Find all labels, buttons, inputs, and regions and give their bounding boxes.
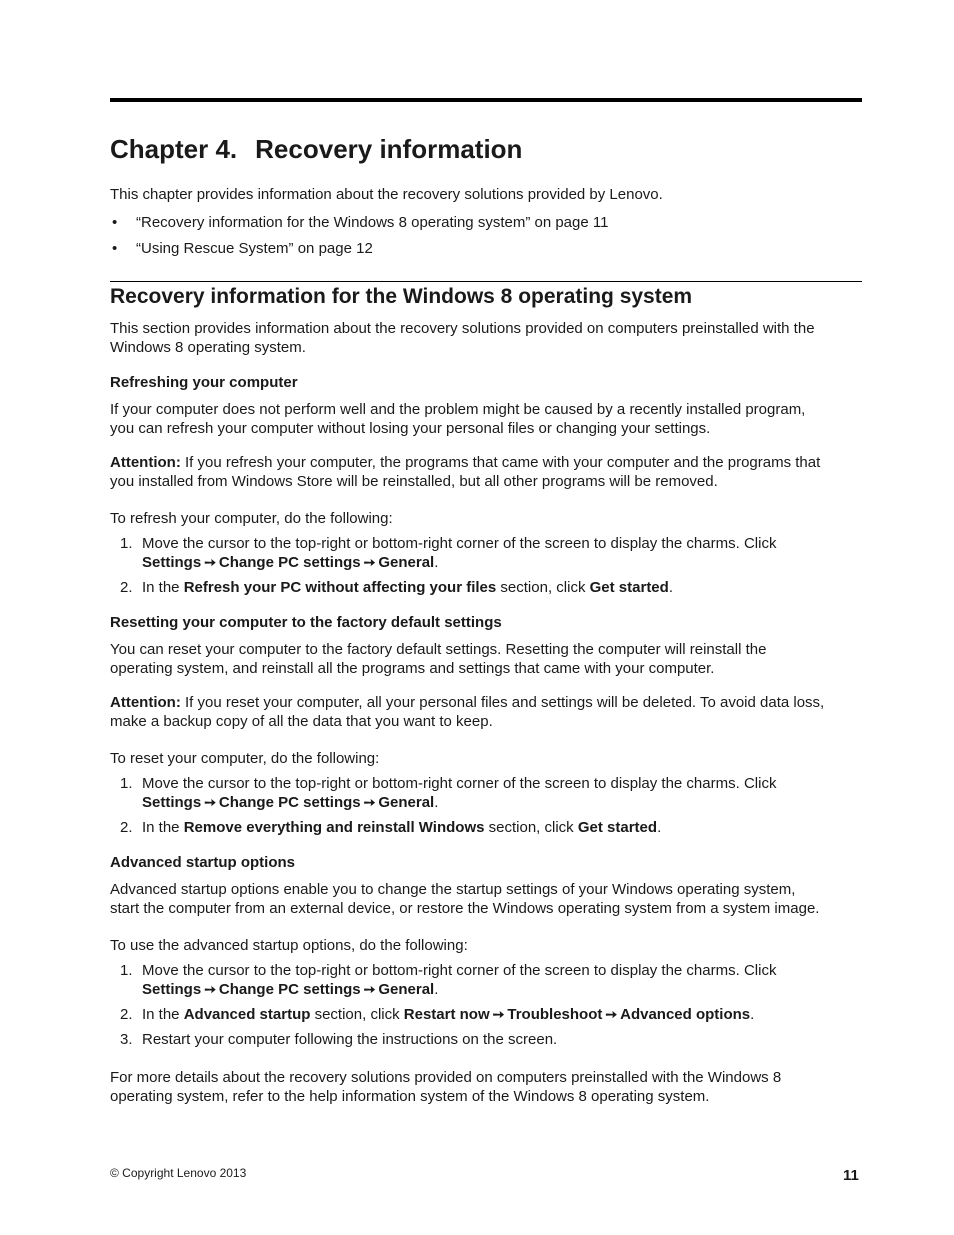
footer-copyright: © Copyright Lenovo 2013 — [110, 1166, 247, 1180]
bullet-icon: • — [112, 240, 118, 257]
toc-link[interactable]: “Using Rescue System” on page 12 — [136, 240, 373, 257]
arrow-right-icon: ➙ — [204, 794, 216, 810]
section-intro-line: This section provides information about the recovery solutions provided on computers preinstalled with the — [110, 320, 815, 337]
refresh-body-line: If your computer does not perform well and the problem might be caused by a recently installed program, — [110, 401, 806, 418]
step-item — [110, 1030, 864, 1049]
get-started-button[interactable]: Get started — [589, 579, 669, 596]
reset-attention — [110, 693, 862, 731]
advanced-options-option[interactable]: Advanced options — [620, 1006, 751, 1023]
arrow-right-icon: ➙ — [363, 554, 376, 570]
arrow-right-icon: ➙ — [492, 1006, 505, 1022]
section-intro-line: Windows 8 operating system. — [110, 339, 306, 356]
step-item: 2. In the Advanced startup section, click Restart now ➙ Troubleshoot ➙ Advanced options. — [120, 1006, 755, 1023]
closing-line: For more details about the recovery solutions provided on computers preinstalled with the Windows 8 — [110, 1069, 782, 1086]
arrow-right-icon: ➙ — [204, 554, 216, 570]
step-text: In the — [142, 819, 180, 836]
general-link[interactable]: General — [378, 794, 435, 811]
advanced-startup-option[interactable]: Advanced startup — [183, 1006, 311, 1023]
refresh-lead: To refresh your computer, do the following: — [110, 510, 393, 527]
step-number: 1. — [120, 775, 133, 792]
bullet-icon: • — [112, 214, 118, 231]
attention-text: If you reset your computer, all your personal files and settings will be deleted. To avoid data loss, — [184, 694, 825, 711]
step-text: section, click — [500, 579, 586, 596]
attention-text: you installed from Windows Store will be reinstalled, but all other programs will be removed. — [110, 473, 718, 490]
advanced-body-line: Advanced startup options enable you to change the startup settings of your Windows operating system, — [110, 881, 796, 898]
refresh-attention — [110, 453, 862, 491]
remove-everything-option[interactable]: Remove everything and reinstall Windows — [183, 819, 485, 836]
change-pc-settings-link[interactable]: Change PC settings — [218, 981, 361, 998]
change-pc-settings-link[interactable]: Change PC settings — [218, 554, 361, 571]
refresh-body-line: you can refresh your computer without losing your personal files or changing your settings. — [110, 420, 711, 437]
advanced-lead: To use the advanced startup options, do the following: — [110, 937, 468, 954]
advanced-body — [110, 880, 862, 918]
step-number: 2. — [120, 1006, 133, 1023]
attention-text: make a backup copy of all the data that you want to keep. — [110, 713, 493, 730]
change-pc-settings-link[interactable]: Change PC settings — [218, 794, 361, 811]
restart-now-button[interactable]: Restart now — [403, 1006, 490, 1023]
section-title: Recovery information for the Windows 8 operating system — [110, 285, 693, 308]
step-text: In the — [142, 1006, 180, 1023]
troubleshoot-option[interactable]: Troubleshoot — [507, 1006, 603, 1023]
page-number: 11 — [843, 1167, 859, 1184]
toc-link[interactable]: “Recovery information for the Windows 8 operating system” on page 11 — [136, 214, 609, 231]
closing-line: operating system, refer to the help information system of the Windows 8 operating system. — [110, 1088, 710, 1105]
step-number: 3. — [120, 1031, 133, 1048]
refresh-body — [110, 400, 862, 438]
settings-link[interactable]: Settings — [142, 981, 202, 998]
step-text: Restart your computer following the instructions on the screen. — [142, 1031, 558, 1048]
reset-body-line: You can reset your computer to the factory default settings. Resetting the computer will reinstall the — [110, 641, 767, 658]
step-number: 2. — [120, 579, 133, 596]
toc-item[interactable] — [110, 239, 373, 258]
toc-item[interactable] — [110, 213, 608, 232]
attention-label: Attention: — [110, 454, 181, 471]
step-item: 2. In the Remove everything and reinstall Windows section, click Get started. — [120, 819, 662, 836]
step-item: 2. In the Refresh your PC without affecting your files section, click Get started. — [120, 579, 673, 596]
reset-body-line: operating system, and reinstall all the programs and settings that came with your computer. — [110, 660, 715, 677]
step-item: 1. Move the cursor to the top-right or bottom-right corner of the screen to display the charms. Click Settings ➙ Change PC settings ➙ General. — [120, 962, 777, 998]
refresh-heading: Refreshing your computer — [110, 374, 298, 391]
step-number: 1. — [120, 962, 133, 979]
step-text: In the — [142, 579, 180, 596]
reset-lead: To reset your computer, do the following: — [110, 750, 380, 767]
reset-body — [110, 640, 862, 678]
step-number: 2. — [120, 819, 133, 836]
advanced-body-line: start the computer from an external device, or restore the Windows operating system from a system image. — [110, 900, 820, 917]
step-text: Move the cursor to the top-right or bottom-right corner of the screen to display the charms. Click — [142, 535, 777, 552]
step-text: section, click — [488, 819, 574, 836]
general-link[interactable]: General — [378, 554, 435, 571]
refresh-pc-option[interactable]: Refresh your PC without affecting your files — [183, 579, 497, 596]
step-number: 1. — [120, 535, 133, 552]
section-rule — [110, 281, 862, 282]
general-link[interactable]: General — [378, 981, 435, 998]
chapter-top-rule — [110, 98, 862, 102]
step-item: 1. Move the cursor to the top-right or bottom-right corner of the screen to display the charms. Click Settings ➙ Change PC settings ➙ General. — [120, 775, 777, 811]
chapter-title — [110, 134, 522, 165]
section-intro — [110, 319, 862, 357]
chapter-intro: This chapter provides information about the recovery solutions provided by Lenovo. — [110, 186, 663, 203]
step-text: Move the cursor to the top-right or bottom-right corner of the screen to display the charms. Click — [142, 775, 777, 792]
closing-paragraph — [110, 1068, 862, 1106]
step-text: section, click — [314, 1006, 400, 1023]
arrow-right-icon: ➙ — [363, 981, 376, 997]
settings-link[interactable]: Settings — [142, 554, 202, 571]
step-text: Move the cursor to the top-right or bottom-right corner of the screen to display the charms. Click — [142, 962, 777, 979]
step-item: 1. Move the cursor to the top-right or bottom-right corner of the screen to display the charms. Click Settings ➙ Change PC settings ➙ General. — [120, 535, 777, 571]
reset-heading: Resetting your computer to the factory default settings — [110, 614, 502, 631]
attention-text: If you refresh your computer, the programs that came with your computer and the programs that — [184, 454, 821, 471]
chapter-heading-text: Recovery information — [255, 134, 523, 164]
chapter-number: Chapter 4. — [110, 134, 238, 164]
settings-link[interactable]: Settings — [142, 794, 202, 811]
arrow-right-icon: ➙ — [363, 794, 376, 810]
advanced-heading: Advanced startup options — [110, 854, 296, 871]
arrow-right-icon: ➙ — [605, 1006, 618, 1022]
arrow-right-icon: ➙ — [204, 981, 216, 997]
get-started-button[interactable]: Get started — [577, 819, 658, 836]
attention-label: Attention: — [110, 694, 181, 711]
